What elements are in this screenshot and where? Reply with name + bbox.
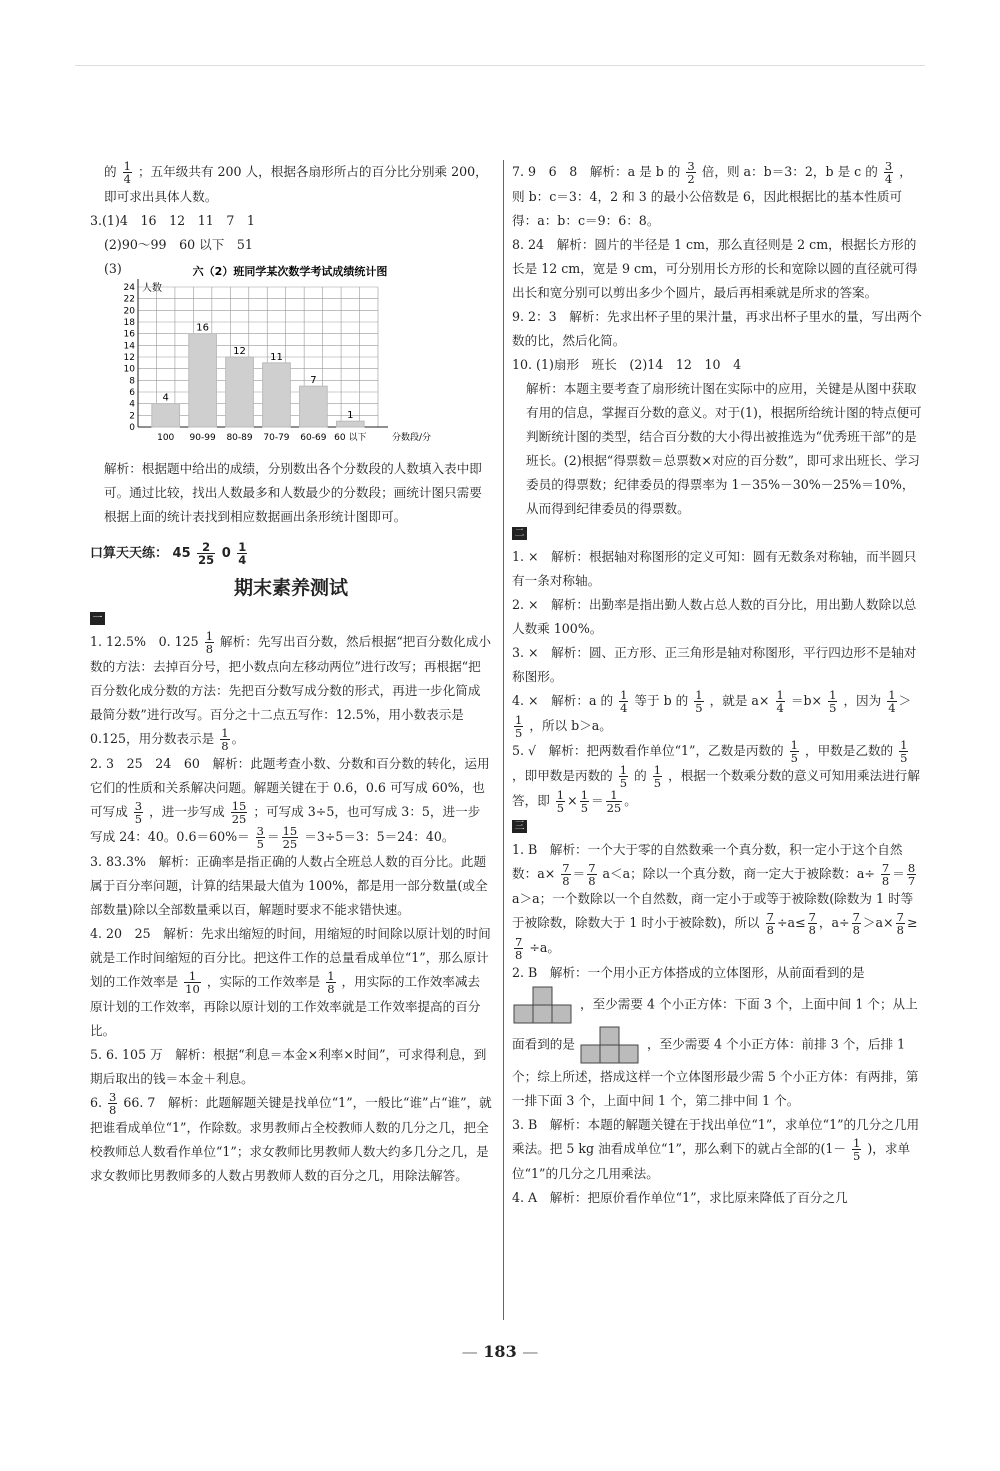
left-column [90, 160, 492, 1188]
bar [189, 334, 217, 427]
y-tick-label: 24 [123, 283, 135, 293]
s3-4: 4. A 解析：把原价看作单位“1”，求比原来降低了百分之几 [512, 1190, 848, 1205]
e3: 3. 83.3% 解析：正确率是指正确的人数占全班总人数的百分比。此题属于百分率问题，计算的结果最大值为 100%，都是用一部分数量(或全部数量)除以全部数量乘以百，解题时要求不能求错快速。 [90, 854, 488, 917]
r10-analysis: 解析：本题主要考查了扇形统计图在实际中的应用，关键是从图中获取有用的信息，掌握百分数的意义。对于(1)，根据所给统计图的特点便可判断统计图的类型，结合百分数的大小得出被推选为“优秀班干部”的是班长。(2)根据“得票数＝总票数×对应的百分数”，即可求出班长、学习委员的得票数；纪律委员的得票率为 1－35%－30%－25%＝10%，从而得到纪律委员的得票数。 [526, 381, 922, 516]
y-tick-label: 4 [129, 399, 135, 410]
fraction-3-8: $\frac{3}{8}$ [109, 1090, 117, 1117]
chart-title: 六（2）班同学某次数学考试成绩统计图 [192, 265, 388, 278]
fraction-7-8: $\frac{7}{8}$ [808, 910, 816, 937]
y-tick-label: 10 [123, 364, 135, 375]
top-rule [75, 65, 925, 66]
fraction-7-8: $\frac{7}{8}$ [852, 910, 860, 937]
text: ，至少需要 4 个小正方体：前排 3 个，后排 1 个；综上所述，搭成这样一个立体图形最少需 5 个小正方体：有两排，第一排下面 3 个，上面中间 1 个，第二排中间 1 个。 [512, 1036, 919, 1108]
y-tick-label: 0 [129, 423, 135, 433]
text: 6. [90, 1095, 103, 1110]
text: ，则 b：c＝3：4，2 和 3 的最小公倍数是 6，因此根据比的基本性质可得：a：b：c＝9：6：8。 [512, 164, 912, 228]
fraction-7-8: $\frac{7}{8}$ [881, 861, 890, 888]
text: ，所以 b＞a。 [529, 718, 612, 733]
text: 7. 9 6 8 解析：a 是 b 的 [512, 164, 681, 179]
text: 的 [634, 768, 647, 783]
s2-5: 5. √ 解析：把两数看作单位“1”，乙数是丙数的 $\frac{1}{5}$ ，甲数是乙数的 $\frac{1}{5}$ ，即甲数是丙数的 $\frac{1}{5}$ 的 $\frac{1}{5}$ ，根据一个数乘分数的意义可知用乘法进行解答，即 $\frac{1}{5}$ × $\frac{1}{5}$ ＝ $\frac{1}{25}$ 。 [512, 738, 920, 815]
fraction-1-8: $\frac{1}{8}$ [205, 629, 214, 656]
kousuan-label: 口算天天练： [90, 546, 169, 561]
q3-line2: (2)90～99 60 以下 51 [104, 237, 253, 252]
bar [152, 404, 180, 427]
e5: 5. 6. 105 万 解析：根据“利息＝本金×利率×时间”，可求得利息，到期后取出的钱＝本金＋利息。 [90, 1047, 487, 1086]
right-column [512, 160, 924, 1210]
y-tick-label: 2 [129, 411, 135, 422]
text: 4. × 解析：a 的 [512, 693, 614, 708]
fraction-1-5: $\frac{1}{5}$ [829, 688, 837, 715]
section-two-header [512, 521, 924, 545]
fraction-1-4: $\frac{1}{4}$ [888, 688, 896, 715]
bar [263, 363, 291, 427]
fraction-3-5: $\frac{3}{5}$ [134, 799, 143, 826]
y-tick-label: 22 [123, 294, 135, 305]
section-one-header [90, 606, 492, 630]
e6 [90, 1091, 492, 1188]
text: 66. 7 解析：此题解题关键是找单位“1”，一般比“谁”占“谁”，就把谁看成单位“1”，作除数。求男教师占全校教师人数的几分之几，把全校教师总人数看作单位“1”；求女教师比男教师人数大约多几分之几，是求女教师比男教师多的人数占男教师人数的百分之几，用除法解答。 [90, 1095, 492, 1183]
r9: 9. 2：3 解析：先求出杯子里的果汁量，再求出杯子里水的量，写出两个数的比，然后化简。 [512, 309, 922, 348]
x-tick-label: 80-89 [226, 433, 253, 443]
x-tick-label: 60-69 [300, 433, 327, 443]
text: ，因为 [843, 693, 882, 708]
s3-3 [512, 1113, 924, 1186]
text: ；可写成 3÷5，也可写成 3：5，进一步写成 24：40。0.6＝60%＝ [90, 804, 481, 844]
text: 等于 b 的 [634, 693, 689, 708]
text: ，就是 a× [709, 693, 770, 708]
e1: 1. 12.5% 0. 125 $\frac{1}{8}$ 解析：先写出百分数，然后根据“把百分数化成小数的方法：去掉百分号，把小数点向左移动两位”进行改写；再根据“把百分数化成分数的方法：先把百分数写成分数的形式，再进一步化简成最简分数”进行改写。百分之十二点五写作：12.5%，用小数表示是 0.125，用分数表示是 $\frac{1}{8}$ 。 [90, 629, 491, 753]
text: 的 [104, 164, 117, 179]
s3-2 [512, 961, 924, 1113]
fraction-1-25: $\frac{1}{25}$ [606, 788, 622, 815]
fraction-1-5: $\frac{1}{5}$ [790, 738, 798, 765]
data-label: 1 [347, 410, 354, 422]
exam-title: 期末素养测试 [233, 577, 348, 599]
data-label: 7 [310, 375, 317, 387]
section-three-header [512, 814, 924, 838]
text: ÷a。 [529, 940, 560, 955]
fraction-2-25: $\frac{2}{25}$ [198, 540, 215, 567]
x-axis-label: 分数段/分 [392, 433, 432, 443]
text: 4. 20 25 解析：先求出缩短的时间，用缩短的时间除以原计划的时间就是工作时间缩短的百分比。把这件工作的总量看成单位“1”，那么原计划的工作效率是 [90, 926, 491, 989]
text: )，求单位“1”的几分之几用乘法。 [512, 1141, 911, 1181]
text: ，至少需要 4 个小正方体：下面 3 个，上面中间 1 个；从上面看到的是 [512, 996, 918, 1052]
s2-4: 4. × 解析：a 的 $\frac{1}{4}$ 等于 b 的 $\frac{1}{5}$ ，就是 a× $\frac{1}{4}$ ＝b× $\frac{1}{5}$ ，因为 $\frac{1}{4}$ ＞ $\frac{1}{5}$ ，所以 b＞a。 [512, 688, 912, 740]
column-separator [503, 160, 504, 1320]
text: ＝3÷5＝3：5＝24：40。 [304, 829, 455, 844]
fraction-3-4: $\frac{3}{4}$ [884, 159, 893, 186]
r10: 10. (1)扇形 班长 (2)14 12 10 4 [512, 357, 742, 372]
fraction-1-5: $\frac{1}{5}$ [853, 1136, 861, 1163]
page-number-footer: — 183 — [461, 1342, 539, 1361]
text: 2. 3 25 24 60 解析：此题考查小数、分数和百分数的转化，运用它们的性质和关系解决问题。解题关键在于 0.6，0.6 可写成 60%，也可写成 [90, 756, 490, 819]
text: ，甲数是乙数的 [804, 743, 894, 758]
fraction-1-4: $\frac{1}{4}$ [620, 688, 628, 715]
fraction-7-8: $\frac{7}{8}$ [562, 861, 570, 888]
front-view-figure [512, 985, 576, 1025]
text: a＞a；一个数除以一个自然数，商一定小于或等于被除数(除数为 1 时等于被除数，除数大于 1 时小于被除数)，所以 [512, 891, 914, 930]
bar [336, 421, 364, 427]
data-label: 16 [196, 322, 209, 334]
q3-line1: 3.(1)4 16 12 11 7 1 [90, 213, 255, 228]
fraction-7-8: $\frac{7}{8}$ [515, 935, 523, 962]
y-tick-label: 6 [129, 388, 135, 398]
q2-continued [90, 160, 492, 209]
r8: 8. 24 解析：圆片的半径是 1 cm，那么直径则是 2 cm，根据长方形的长是 12 cm，宽是 9 cm，可分别用长方形的长和宽除以圆的直径就可得出长和宽分别可以剪出多少个圆片，最后再相乘就是所求的答案。 [512, 237, 918, 300]
fraction-1-4: $\frac{1}{4}$ [776, 688, 784, 715]
q3-3-label: (3) [104, 261, 122, 276]
text: 2. B 解析：一个用小正方体搭成的立体图形，从前面看到的是 [512, 965, 865, 980]
fraction-15-25: $\frac{15}{25}$ [231, 799, 247, 826]
fraction-1-5: $\frac{1}{5}$ [653, 763, 662, 790]
fraction-7-8: $\frac{7}{8}$ [896, 910, 904, 937]
fraction-1-4: $\frac{1}{4}$ [238, 540, 247, 567]
y-tick-label: 16 [123, 329, 135, 340]
section-badge: 三 [512, 820, 527, 833]
data-label: 12 [233, 346, 246, 357]
fraction-1-5: $\frac{1}{5}$ [695, 688, 703, 715]
fraction-1-5: $\frac{1}{5}$ [900, 738, 908, 765]
page-number: 183 [483, 1342, 517, 1361]
s3-1: 1. B 解析：一个大于零的自然数乘一个真分数，积一定小于这个自然数：a× $\frac{7}{8}$ ＝ $\frac{7}{8}$ a＜a；除以一个真分数，商一定大于被除数：a÷ $\frac{7}{8}$ ＝ $\frac{8}{7}$ a＞a；一个数除以一个自然数，商一定小于或等于被除数(除数为 1 时等于被除数，除数大于 1 时小于被除数)，所以 $\frac{7}{8}$ ÷a≤ $\frac{7}{8}$ ，a÷ $\frac{7}{8}$ ＞a× $\frac{7}{8}$ ≥ $\frac{7}{8}$ ÷a。 [512, 842, 918, 962]
fraction-1-10: $\frac{1}{10}$ [185, 969, 200, 996]
s2-2: 2. × 解析：出勤率是指出勤人数占总人数的百分比，用出勤人数除以总人数乘 100%。 [512, 597, 917, 636]
text: ＝b× [790, 693, 823, 708]
e2: 2. 3 25 24 60 解析：此题考查小数、分数和百分数的转化，运用它们的性质和关系解决问题。解题关键在于 0.6，0.6 可写成 60%，也可写成 $\frac{3}{5}$ ，进一步写成 $\frac{15}{25}$ ；可写成 3÷5，也可写成 3：5，进一步写成 24：40。0.6＝60%＝ $\frac{3}{5}$ ＝ $\frac{15}{25}$ ＝3÷5＝3：5＝24：40。 [90, 756, 490, 851]
kousuan-a: 45 [172, 546, 191, 561]
e4 [90, 922, 492, 1043]
top-view-figure [579, 1025, 643, 1065]
s2-3: 3. × 解析：圆、正方形、正三角形是轴对称图形，平行四边形不是轴对称图形。 [512, 645, 917, 684]
q3-analysis: 解析：根据题中给出的成绩，分别数出各个分数段的人数填入表中即可。通过比较，找出人数最多和人数最少的分数段；画统计图只需要根据上面的统计表找到相应数据画出条形统计图即可。 [104, 461, 482, 524]
fraction-3-2: $\frac{3}{2}$ [687, 159, 695, 186]
section-badge: 二 [512, 527, 527, 540]
bar [300, 386, 328, 427]
text: ，即甲数是丙数的 [512, 768, 613, 783]
fraction-15-25: $\frac{15}{25}$ [282, 824, 298, 851]
text: ，根据一个数乘分数的意义可知用乘法进行解答，即 [512, 768, 920, 808]
fraction-7-8: $\frac{7}{8}$ [766, 910, 774, 937]
fraction-8-7: $\frac{8}{7}$ [907, 861, 916, 888]
text: ；五年级共有 200 人，根据各扇形所占的百分比分别乘 200，即可求出具体人数。 [104, 164, 488, 204]
text: ，实际的工作效率是 [206, 974, 321, 989]
kousuan-line [90, 541, 492, 566]
bar-chart [90, 257, 492, 457]
bar [226, 357, 254, 427]
x-tick-label: 60 以下 [334, 433, 367, 443]
data-label: 11 [270, 351, 283, 363]
fraction-3-5: $\frac{3}{5}$ [256, 824, 264, 851]
text: 1. 12.5% 0. 125 [90, 634, 199, 649]
y-tick-label: 20 [123, 306, 135, 317]
text: 倍，则 a：b＝3：2，b 是 c 的 [701, 164, 878, 179]
text: 解析：先写出百分数，然后根据“把百分数化成小数的方法：去掉百分号，把小数点向左移动两位”进行改写；再根据“把百分数化成分数的方法：先把百分数写成分数的形式，再进一步化简成最简分数”进行改写。百分之十二点五写作：12.5%，用小数表示是 0.125，用分数表示是 [90, 634, 491, 746]
text: 3. B 解析：本题的解题关键在于找出单位“1”，求单位“1”的几分之几用乘法。把 5 kg 油看成单位“1”，那么剩下的就占全部的(1－ [512, 1117, 920, 1156]
text: 5. √ 解析：把两数看作单位“1”，乙数是丙数的 [512, 743, 784, 758]
text: 1. B 解析：一个大于零的自然数乘一个真分数，积一定小于这个自然数：a× [512, 842, 903, 881]
score-chart-block [90, 257, 492, 457]
data-label: 4 [162, 392, 169, 404]
fraction-7-8: $\frac{7}{8}$ [588, 861, 596, 888]
text: a＜a；除以一个真分数，商一定大于被除数：a÷ [602, 866, 875, 881]
x-tick-label: 90-99 [189, 433, 216, 443]
fraction-1-8: $\frac{1}{8}$ [221, 726, 229, 753]
y-axis-label: 人数 [142, 283, 162, 294]
y-tick-label: 14 [123, 341, 135, 352]
text: ，进一步写成 [149, 804, 225, 819]
s2-1: 1. × 解析：根据轴对称图形的定义可知：圆有无数条对称轴，而半圆只有一条对称轴。 [512, 549, 917, 588]
y-tick-label: 12 [123, 353, 135, 363]
y-tick-label: 8 [129, 376, 135, 387]
fraction-1-8: $\frac{1}{8}$ [327, 969, 335, 996]
kousuan-b: 0 [221, 546, 231, 561]
x-tick-label: 70-79 [263, 433, 290, 443]
y-tick-label: 18 [123, 318, 135, 328]
fraction-1-5: $\frac{1}{5}$ [619, 763, 628, 790]
section-badge: 一 [90, 612, 105, 625]
fraction-1-4: $\frac{1}{4}$ [123, 159, 131, 186]
fraction-1-5: $\frac{1}{5}$ [580, 788, 589, 815]
r7 [512, 160, 924, 233]
x-tick-label: 100 [157, 433, 175, 443]
text: ，用实际的工作效率减去原计划的工作效率，再除以原计划的工作效率就是工作效率提高的百分比。 [90, 974, 481, 1038]
fraction-1-5: $\frac{1}{5}$ [556, 788, 565, 815]
fraction-1-5: $\frac{1}{5}$ [515, 713, 523, 740]
